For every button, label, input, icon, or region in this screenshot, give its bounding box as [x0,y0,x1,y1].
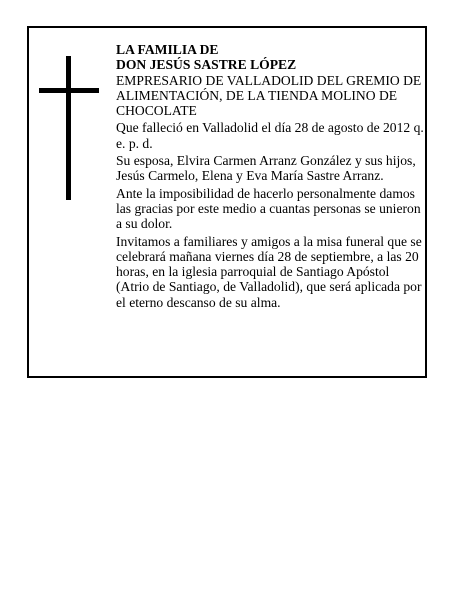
cross-vertical-bar [66,56,71,200]
funeral-invitation: Invitamos a familiares y amigos a la misa funeral que se celebrará mañana viernes día 28 de septiembre, a las 20 horas, en la iglesia parroquial de Santiago Apóstol (Atrio de Santiago, de Valladolid), que será aplicada por el eterno descanso de su alma. [116,233,422,310]
obituary-notice-frame [27,26,427,378]
death-announcement: Que falleció en Valladolid el día 28 de agosto de 2012 q. e. p. d. [116,120,424,151]
cross-icon [39,56,99,200]
deceased-description: EMPRESARIO DE VALLADOLID DEL GREMIO DE ALIMENTACIÓN, DE LA TIENDA MOLINO DE CHOCOLATE [116,72,422,119]
family-members: Su esposa, Elvira Carmen Arranz González y sus hijos, Jesús Carmelo, Elena y Eva María Sastre Arranz. [116,153,416,184]
thanks-message: Ante la imposibilidad de hacerlo personalmente damos las gracias por este medio a cuantas personas se unieron a su dolor. [116,185,421,232]
heading-family: LA FAMILIA DE [116,42,219,57]
notice-text-block [116,42,424,312]
cross-horizontal-bar [39,88,99,93]
heading-deceased-name: DON JESÚS SASTRE LÓPEZ [116,57,297,73]
